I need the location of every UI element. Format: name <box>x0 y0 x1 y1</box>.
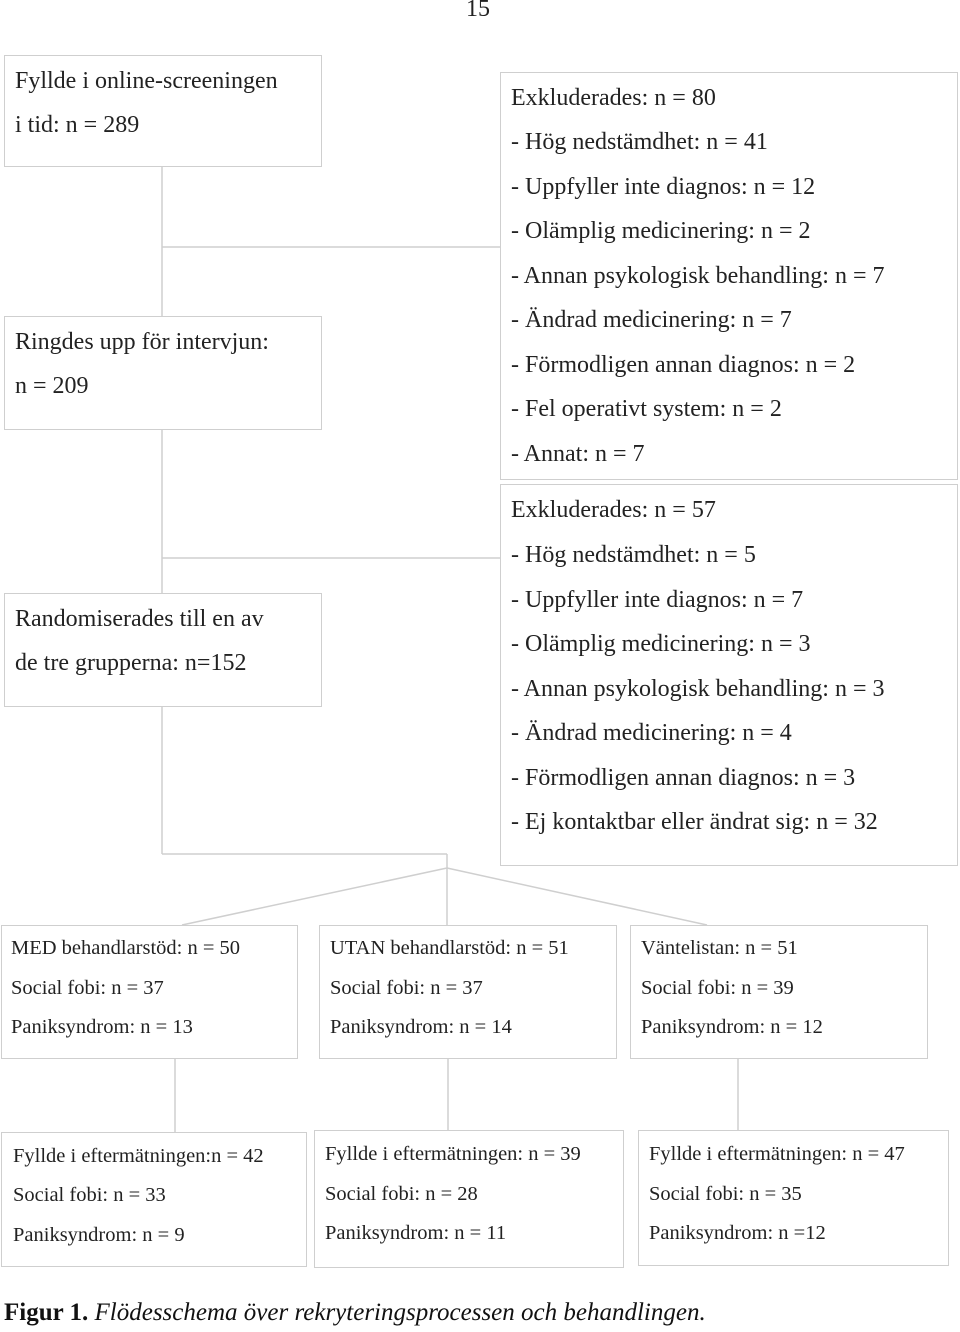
followup-box-3 <box>638 1130 949 1266</box>
group-utan-line: UTAN behandlarstöd: n = 51 <box>330 937 569 959</box>
exclusion-1-item: - Annan psykologisk behandling: n = 7 <box>511 263 885 289</box>
interview-line-1: Ringdes upp för intervjun: <box>15 329 269 355</box>
followup-1-line: Fyllde i eftermätningen:n = 42 <box>13 1145 264 1167</box>
connector-to-group-3 <box>447 868 707 925</box>
exclusion-1-item: - Hög nedstämdhet: n = 41 <box>511 129 768 155</box>
caption-label: Figur 1. <box>4 1299 89 1326</box>
page-number: 15 <box>466 0 490 22</box>
group-utan-line: Paniksyndrom: n = 14 <box>330 1016 512 1038</box>
group-box-utan <box>319 925 617 1059</box>
exclusion-2-item: - Förmodligen annan diagnos: n = 3 <box>511 765 856 791</box>
exclusion-1-item: - Uppfyller inte diagnos: n = 12 <box>511 174 816 200</box>
followup-box-1 <box>1 1132 307 1267</box>
followup-2-line: Social fobi: n = 28 <box>325 1183 478 1205</box>
interview-box <box>4 316 322 430</box>
group-box-waitlist <box>630 925 928 1059</box>
connector-to-group-1 <box>182 868 447 925</box>
exclusion-2-title: Exkluderades: n = 57 <box>511 497 716 523</box>
followup-box-2 <box>314 1130 624 1268</box>
exclusion-2-item: - Annan psykologisk behandling: n = 3 <box>511 676 885 702</box>
exclusion-1-item: - Olämplig medicinering: n = 2 <box>511 218 811 244</box>
randomized-box <box>4 593 322 707</box>
randomized-line-2: de tre grupperna: n=152 <box>15 650 247 676</box>
exclusion-2-item: - Ej kontaktbar eller ändrat sig: n = 32 <box>511 809 878 835</box>
followup-2-line: Paniksyndrom: n = 11 <box>325 1222 507 1244</box>
group-waitlist-line: Väntelistan: n = 51 <box>641 937 798 959</box>
group-box-med <box>1 925 298 1059</box>
caption-text: Flödesschema över rekryteringsprocessen och behandlingen. <box>94 1299 706 1326</box>
followup-3-line: Paniksyndrom: n =12 <box>649 1222 826 1244</box>
exclusion-2-item: - Olämplig medicinering: n = 3 <box>511 631 811 657</box>
exclusion-2-item: - Uppfyller inte diagnos: n = 7 <box>511 587 804 613</box>
exclusion-1-item: - Ändrad medicinering: n = 7 <box>511 307 792 333</box>
group-med-line: Paniksyndrom: n = 13 <box>11 1016 193 1038</box>
followup-2-line: Fyllde i eftermätningen: n = 39 <box>325 1143 581 1165</box>
group-waitlist-line: Social fobi: n = 39 <box>641 977 794 999</box>
exclusion-1-item: - Förmodligen annan diagnos: n = 2 <box>511 352 856 378</box>
screening-line-2: i tid: n = 289 <box>15 112 140 138</box>
group-med-line: MED behandlarstöd: n = 50 <box>11 937 241 959</box>
exclusion-box-2 <box>500 484 958 866</box>
exclusion-2-item: - Hög nedstämdhet: n = 5 <box>511 542 756 568</box>
followup-1-line: Social fobi: n = 33 <box>13 1184 166 1206</box>
exclusion-box-1 <box>500 72 958 480</box>
followup-3-line: Social fobi: n = 35 <box>649 1183 802 1205</box>
group-med-line: Social fobi: n = 37 <box>11 977 164 999</box>
interview-line-2: n = 209 <box>15 373 89 399</box>
followup-1-line: Paniksyndrom: n = 9 <box>13 1224 185 1246</box>
randomized-line-1: Randomiserades till en av <box>15 606 264 632</box>
exclusion-1-item: - Annat: n = 7 <box>511 441 645 467</box>
screening-line-1: Fyllde i online-screeningen <box>15 68 278 94</box>
group-waitlist-line: Paniksyndrom: n = 12 <box>641 1016 823 1038</box>
group-utan-line: Social fobi: n = 37 <box>330 977 483 999</box>
exclusion-1-title: Exkluderades: n = 80 <box>511 85 716 111</box>
figure-caption <box>4 1299 706 1327</box>
exclusion-2-item: - Ändrad medicinering: n = 4 <box>511 720 792 746</box>
followup-3-line: Fyllde i eftermätningen: n = 47 <box>649 1143 905 1165</box>
screening-box <box>4 55 322 167</box>
exclusion-1-item: - Fel operativt system: n = 2 <box>511 396 782 422</box>
